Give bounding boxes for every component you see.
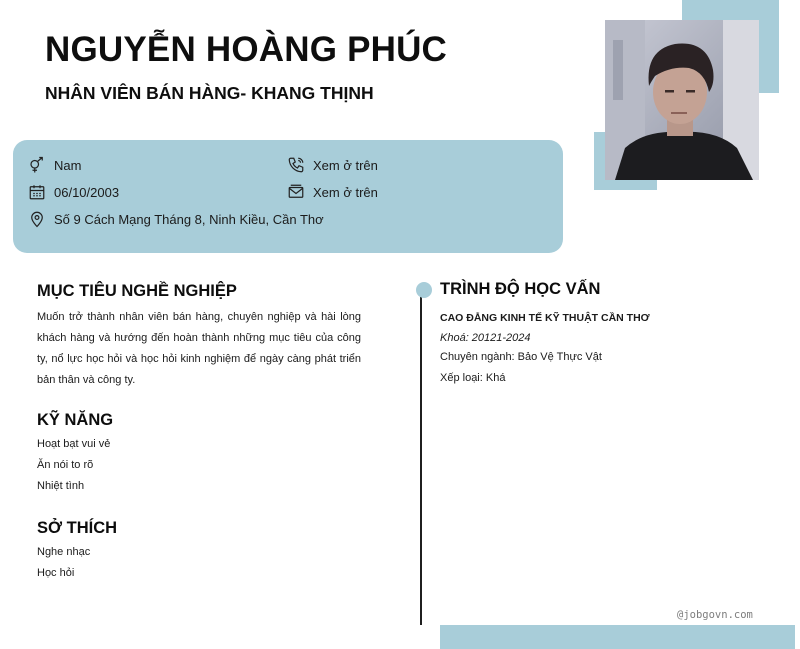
profile-photo-image [605, 20, 759, 180]
mail-icon [287, 183, 305, 201]
birthday-value: 06/10/2003 [54, 184, 120, 200]
address-row [28, 210, 324, 228]
hobby-item: Nghe nhạc [37, 546, 91, 558]
phone-value: Xem ở trên [313, 157, 378, 173]
skill-item: Hoạt bạt vui vẻ [37, 438, 111, 450]
phone-icon [287, 156, 305, 174]
hobby-item: Học hỏi [37, 567, 75, 579]
gender-icon [28, 156, 46, 174]
hobbies-heading: SỞ THÍCH [37, 519, 118, 537]
skill-item: Nhiệt tình [37, 480, 85, 492]
hobbies-list [37, 542, 90, 584]
skills-list [37, 434, 110, 497]
objective-text: Muốn trở thành nhân viên bán hàng, chuyên nghiệp và hài lòng khách hàng và hướng đến hoàn thành những mục tiêu của công ty, nổ lực học hỏi và học hỏi kinh nghiệm để ngày càng phát triển bản thân và công ty. [37, 311, 361, 386]
job-title: NHÂN VIÊN BÁN HÀNG- KHANG THỊNH [45, 83, 374, 103]
study-period: Khoá: 20121-2024 [440, 332, 531, 344]
location-icon [28, 210, 46, 228]
accent-block-bottom [440, 625, 795, 649]
education-heading: TRÌNH ĐỘ HỌC VẤN [440, 280, 601, 298]
skills-heading: KỸ NĂNG [37, 411, 114, 429]
email-row [287, 183, 378, 201]
watermark: @jobgovn.com [677, 609, 753, 621]
phone-row [287, 156, 378, 174]
school-name: CAO ĐẲNG KINH TẾ KỸ THUẬT CẦN THƠ [440, 312, 650, 324]
address-value: Số 9 Cách Mạng Tháng 8, Ninh Kiều, Cần Thơ [54, 211, 324, 227]
timeline-line [420, 290, 422, 625]
timeline-dot [416, 282, 432, 298]
candidate-name: NGUYỄN HOÀNG PHÚC [45, 30, 448, 69]
objective-heading: MỤC TIÊU NGHỀ NGHIỆP [37, 282, 237, 300]
skill-item: Ăn nói to rõ [37, 459, 94, 471]
email-value: Xem ở trên [313, 184, 378, 200]
personal-info-box [13, 140, 563, 253]
profile-photo [605, 20, 759, 180]
grade: Xếp loại: Khá [440, 372, 506, 384]
major: Chuyên ngành: Bảo Vệ Thực Vật [440, 351, 602, 363]
gender-row [28, 156, 81, 174]
birthday-row [28, 183, 119, 201]
calendar-icon [28, 183, 46, 201]
gender-value: Nam [54, 157, 82, 173]
